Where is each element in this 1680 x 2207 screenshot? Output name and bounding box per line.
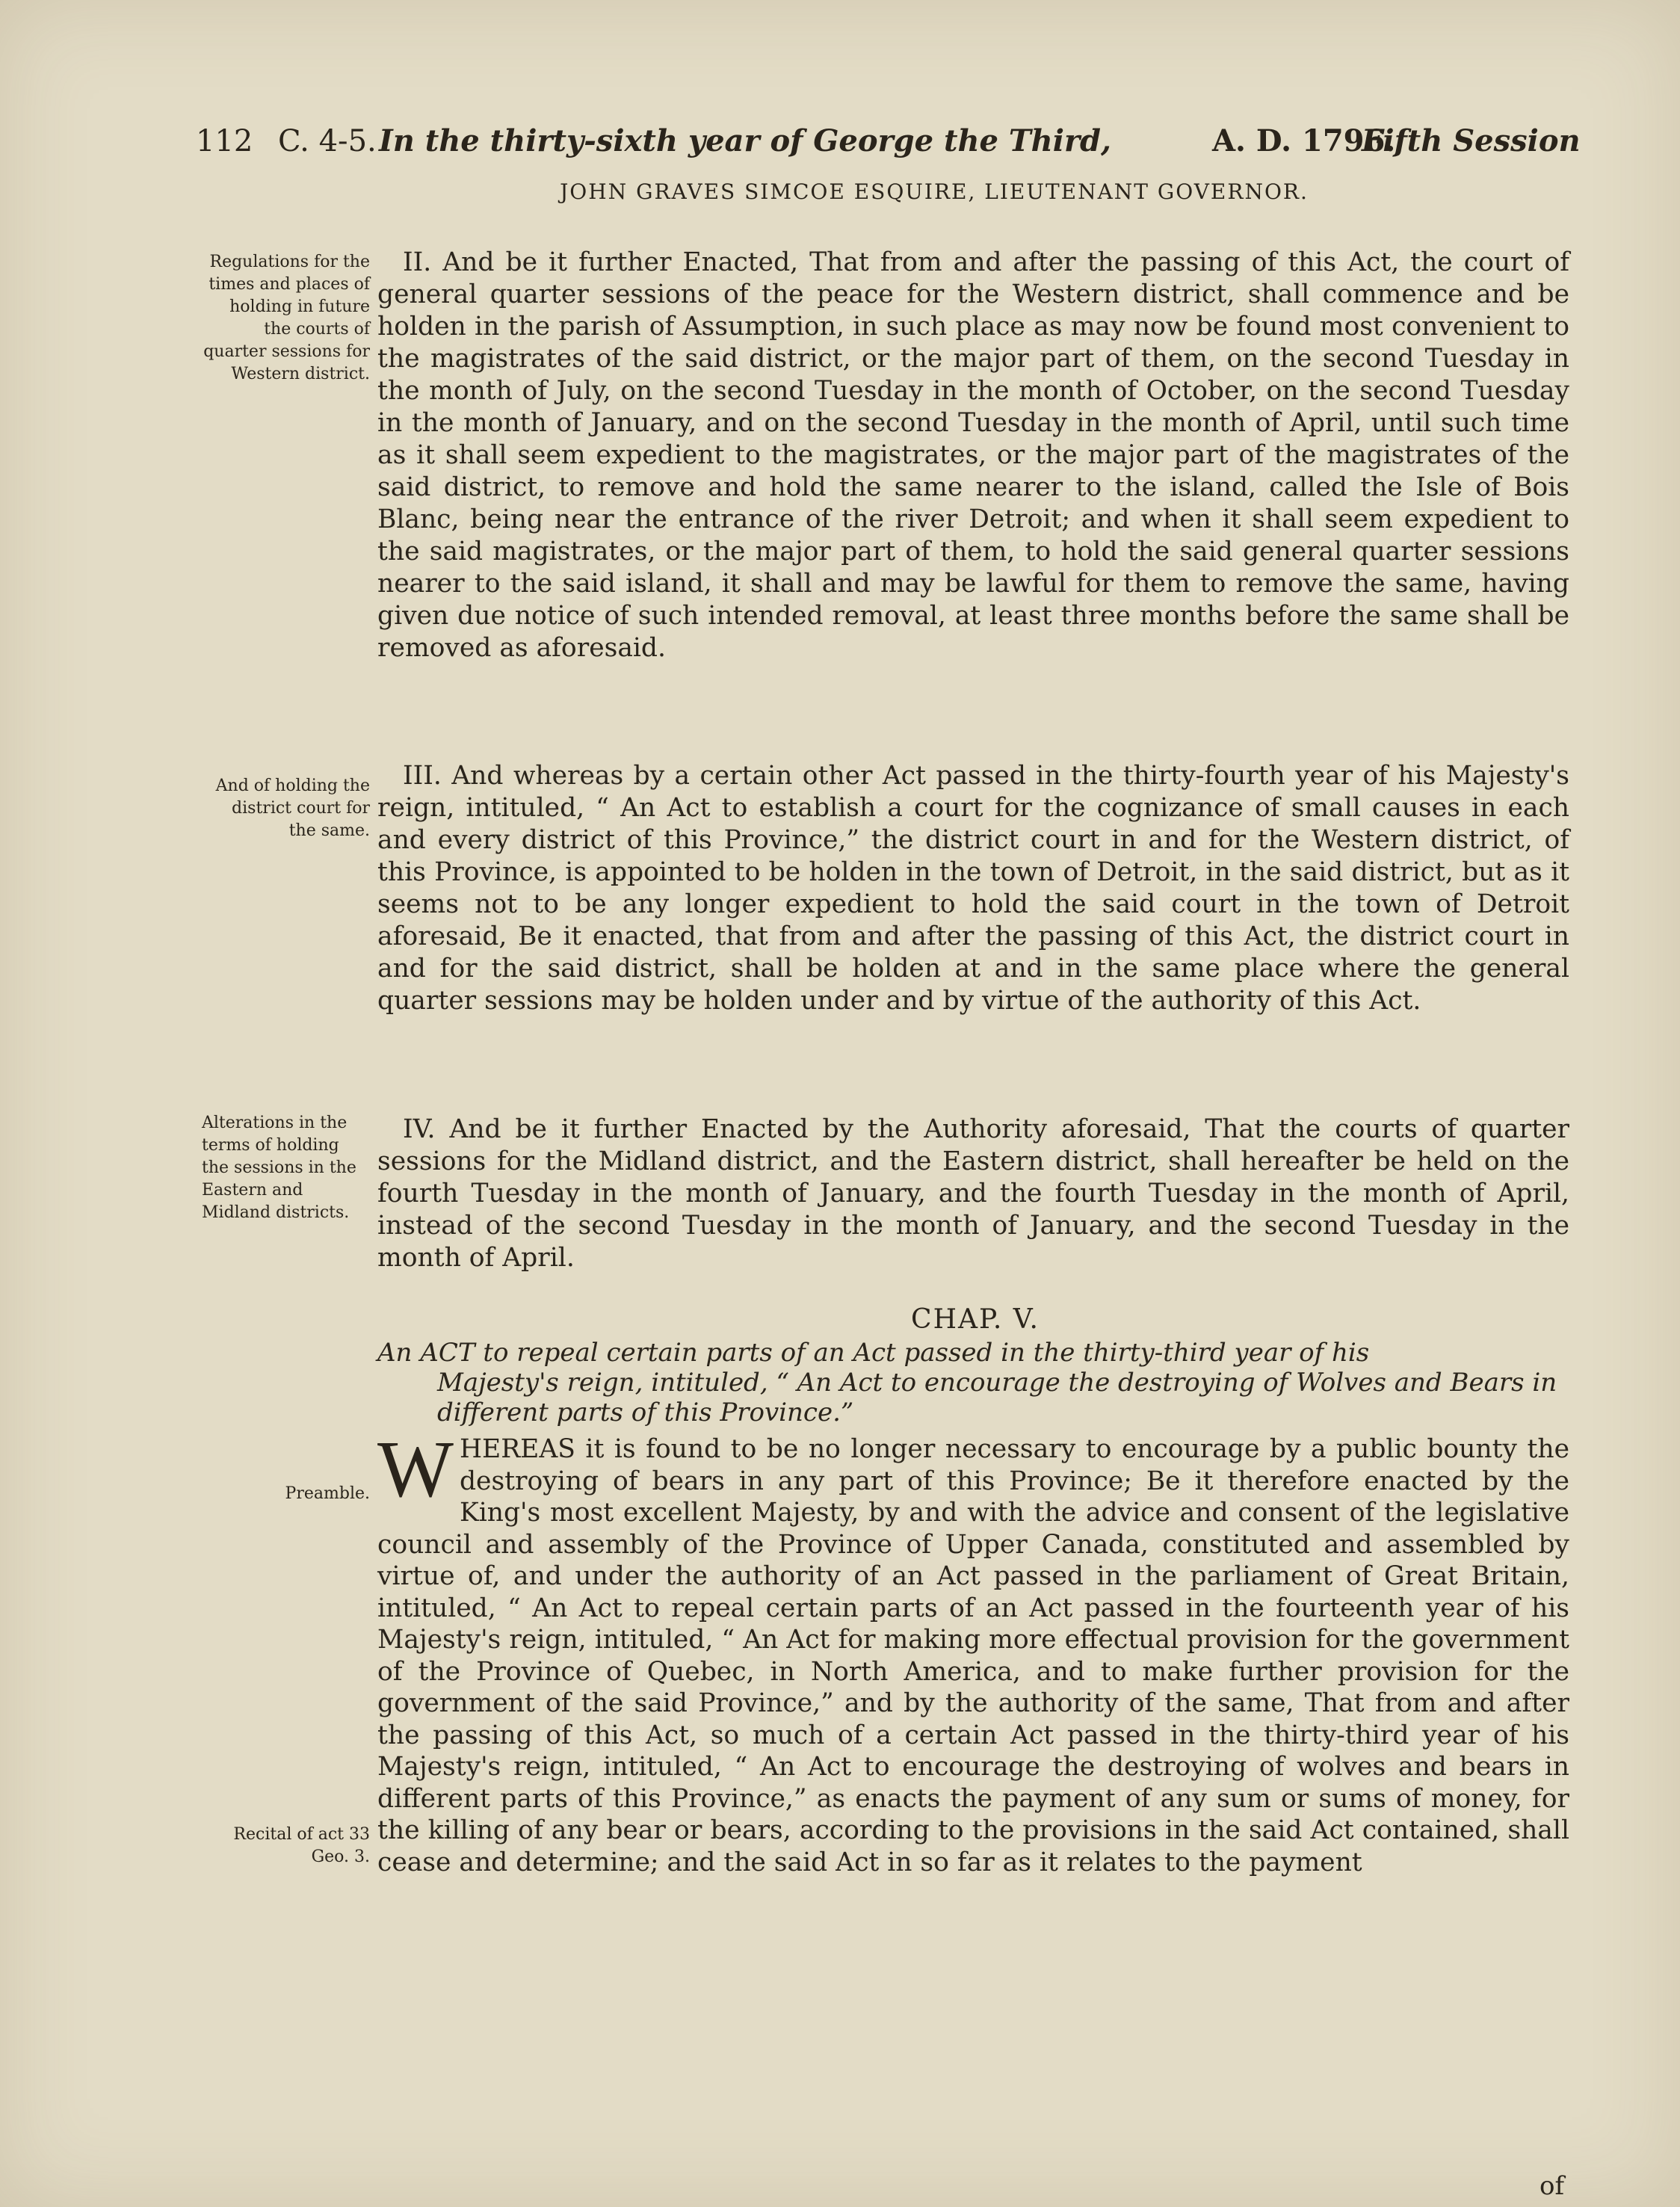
- act-title-first-line: An ACT to repeal certain parts of an Act passed in the thirty-third year of his: [377, 1338, 1370, 1368]
- margin-note-preamble: Preamble.: [285, 1484, 370, 1503]
- section-three-text: III. And whereas by a certain other Act passed in the thirty-fourth year of his Majesty's reign, intituled, “ An Act to establish a court for the cognizance of small causes in each and every district of this Province,” the district court in and for the Western district, of this Province, is appointed to be holden in the town of Detroit, in the said district, but as it seems not to be any longer expedient to hold the said court in the town of Detroit aforesaid, Be it enacted, that from and after the passing of this Act, the district court in and for the said district, shall be holden at and in the same place where the general quarter sessions may be holden under and by virtue of the authority of this Act.: [377, 761, 1569, 1016]
- session-text: Fifth Session: [1362, 123, 1581, 158]
- section-three: [377, 760, 1569, 1017]
- drop-cap: W: [377, 1425, 454, 1514]
- section-two: [377, 247, 1569, 664]
- reign-text: In the thirty-sixth year of George the Third,: [379, 123, 1111, 158]
- section-two-text: II. And be it further Enacted, That from and after the passing of this Act, the court of general quarter sessions of the peace for the Western district, shall commence and be holden in the parish of Assumption, in such place as may now be found most convenient to the magistrates of the said district, or the major part of them, on the second Tuesday in the month of July, on the second Tuesday in the month of October, on the second Tuesday in the month of January, and on the second Tuesday in the month of April, until such time as it shall seem expedient to the magistrates, or the major part of the magistrates of the said district, to remove and hold the same nearer to the island, called the Isle of Bois Blanc, being near the entrance of the river Detroit; and when it shall seem expedient to the said magistrates, or the major part of them, to hold the said general quarter sessions nearer to the said island, it shall and may be lawful for them to remove the same, having given due notice of such intended removal, at least three months before the same shall be removed as aforesaid.: [377, 247, 1569, 663]
- chapter-heading: CHAP. V.: [911, 1304, 1040, 1335]
- chapter-reference: C. 4-5.: [278, 124, 377, 158]
- year-text: A. D. 1796.: [1212, 123, 1396, 158]
- page-number: 112: [196, 124, 253, 158]
- act-title-rest: Majesty's reign, intituled, “ An Act to encourage the destroying of Wolves and Bears in different parts of this Province.”: [437, 1368, 1557, 1427]
- catchword: of: [1540, 2171, 1565, 2201]
- margin-note-regulations: Regulations for the times and places of holding in future the courts of quarter sessions for Western district.: [203, 253, 370, 383]
- act-title: [377, 1338, 1573, 1427]
- governor-subheader: JOHN GRAVES SIMCOE ESQUIRE, LIEUTENANT GOVERNOR.: [560, 179, 1309, 204]
- running-header: [196, 123, 1581, 176]
- section-four: [377, 1114, 1569, 1274]
- section-four-text: IV. And be it further Enacted by the Authority aforesaid, That the courts of quarter sessions for the Midland district, and the Eastern district, shall hereafter be held on the fourth Tuesday in the month of January, and the fourth Tuesday in the month of April, instead of the second Tuesday in the month of January, and the second Tuesday in the month of April.: [377, 1114, 1569, 1273]
- preamble-paragraph: [377, 1425, 1569, 1878]
- margin-note-recital: Recital of act 33 Geo. 3.: [233, 1825, 370, 1866]
- margin-note-alterations: Alterations in the terms of holding the sessions in the Eastern and Midland districts.: [202, 1114, 356, 1222]
- margin-note-district-court: And of holding the district court for the same.: [215, 777, 370, 840]
- preamble-text: HEREAS it is found to be no longer necessary to encourage by a public bounty the destroying of bears in any part of this Province; Be it therefore enacted by the King's most excellent Majesty, by and with the advice and consent of the legislative council and assembly of the Province of Upper Canada, constituted and assembled by virtue of, and under the authority of an Act passed in the parliament of Great Britain, intituled, “ An Act to repeal certain parts of an Act passed in the fourteenth year of his Majesty's reign, intituled, “ An Act for making more effectual provision for the government of the Province of Quebec, in North America, and to make further provision for the government of the said Province,” and by the authority of the same, That from and after the passing of this Act, so much of a certain Act passed in the thirty-third year of his Majesty's reign, intituled, “ An Act to encourage the destroying of wolves and bears in different parts of this Province,” as enacts the payment of any sum or sums of money, for the killing of any bear or bears, according to the provisions in the said Act contained, shall cease and determine; and the said Act in so far as it relates to the payment: [377, 1434, 1569, 1877]
